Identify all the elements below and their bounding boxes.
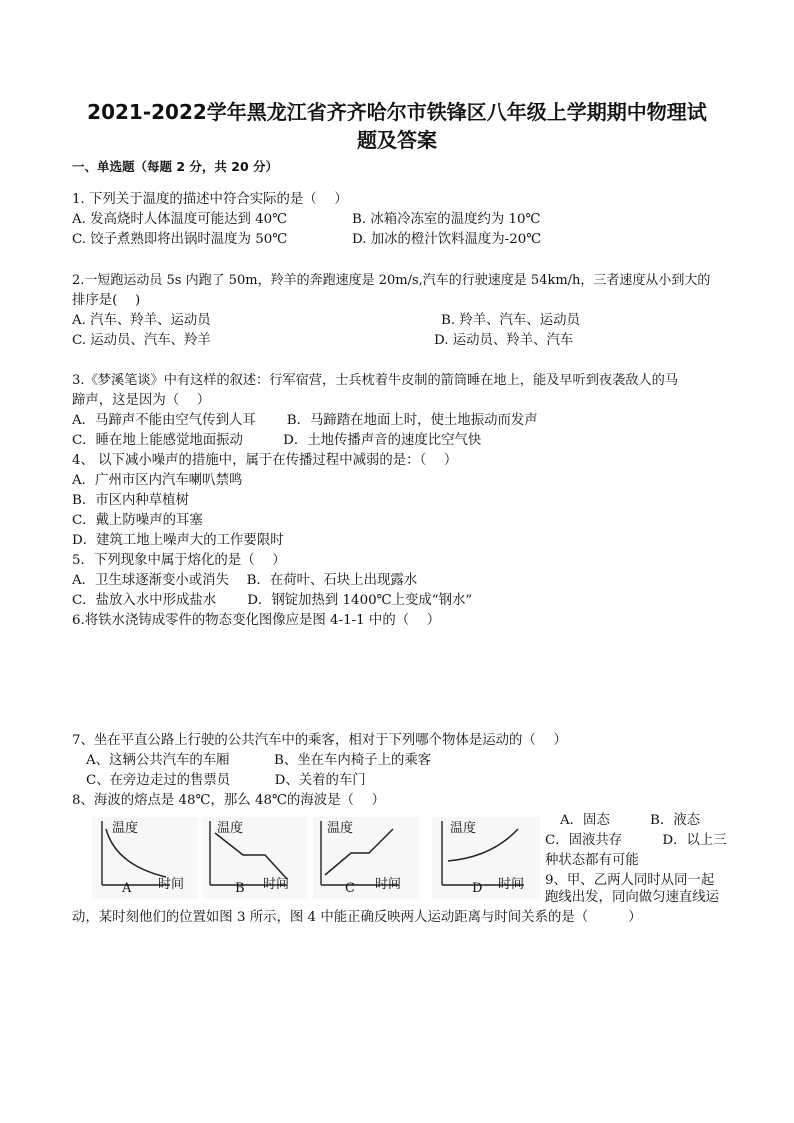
q7-stem: 7、坐在平直公路上行驶的公共汽车中的乘客，相对于下列哪个物体是运动的（ ）: [72, 733, 567, 748]
q8-graph-a: [92, 817, 198, 899]
q8-graph-c: [313, 817, 419, 899]
q8-graph-a-ylabel: 温度: [112, 821, 139, 836]
q9-stem-line1: 9、甲、乙两人同时从同一起: [545, 873, 715, 888]
q2-option-c: C. 运动员、汽车、羚羊: [72, 333, 211, 348]
q1-option-a: A. 发高烧时人体温度可能达到 40℃: [72, 212, 288, 227]
q8-graph-b-ylabel: 温度: [217, 821, 244, 836]
q7-options-cd: C、在旁边走过的售票员 D、关着的车门: [86, 773, 366, 788]
q3-options-ab: A．马蹄声不能由空气传到人耳 B．马蹄踏在地面上时，使土地振动而发声: [72, 413, 538, 428]
q8-graph-d: [432, 817, 540, 899]
q8-graph-d-xlabel: 时间: [498, 877, 525, 892]
q8-graph-c-ylabel: 温度: [327, 821, 354, 836]
q9-stem-line3: 动，某时刻他们的位置如图 3 所示，图 4 中能正确反映两人运动距离与时间关系的是（ ）: [72, 910, 642, 925]
q4-option-c: C．戴上防噪声的耳塞: [72, 513, 203, 528]
document-title-line2: 题及答案: [357, 128, 437, 152]
document-title-line1: 2021-2022学年黑龙江省齐齐哈尔市铁锋区八年级上学期期中物理试: [87, 100, 707, 124]
q1-option-b: B. 冰箱冷冻室的温度约为 10℃: [352, 212, 541, 227]
q4-option-b: B．市区内种草植树: [72, 493, 189, 508]
q1-option-c: C. 饺子煮熟即将出锅时温度为 50℃: [72, 232, 288, 247]
q8-graph-c-letter: C: [345, 881, 355, 896]
q2-stem-line2: 排序是( ): [72, 293, 141, 308]
q1-stem: 1. 下列关于温度的描述中符合实际的是（ ）: [72, 192, 348, 207]
section-heading: 一、单选题（每题 2 分，共 20 分）: [72, 159, 279, 174]
q5-stem: 5．下列现象中属于熔化的是（ ）: [72, 553, 286, 568]
q3-stem-line1: 3.《梦溪笔谈》中有这样的叙述：行军宿营，士兵枕着牛皮制的箭筒睡在地上，能及早听到夜袭敌人的马: [72, 373, 679, 388]
q8-graph-d-letter: D: [472, 881, 483, 896]
q2-option-d: D. 运动员、羚羊、汽车: [434, 333, 574, 348]
q7-options-ab: A、这辆公共汽车的车厢 B、坐在车内椅子上的乘客: [86, 753, 432, 768]
q4-stem: 4、 以下减小噪声的措施中，属于在传播过程中减弱的是：（ ）: [72, 453, 458, 468]
q4-option-a: A．广州市区内汽车喇叭禁鸣: [72, 473, 243, 488]
q2-option-a: A. 汽车、羚羊、运动员: [72, 313, 211, 328]
q5-options-cd: C．盐放入水中形成盐水 D．钢锭加热到 1400℃上变成“钢水”: [72, 593, 473, 608]
q1-option-d: D. 加冰的橙汁饮料温度为-20℃: [352, 232, 542, 247]
q8-stem: 8、海波的熔点是 48℃，那么 48℃的海波是（ ）: [72, 793, 385, 808]
q3-stem-line2: 蹄声，这是因为（ ）: [72, 393, 211, 408]
q5-options-ab: A．卫生球逐渐变小或消失 B．在荷叶、石块上出现露水: [72, 573, 418, 588]
q8-graph-c-xlabel: 时间: [375, 877, 402, 892]
q8-graph-a-xlabel: 时间: [158, 877, 185, 892]
q9-stem-line2: 跑线出发，同向做匀速直线运: [545, 890, 720, 905]
q8-graph-a-curve: [106, 829, 166, 877]
q2-option-b: B. 羚羊、汽车、运动员: [441, 313, 580, 328]
q8-options-ab: A．固态 B．液态: [560, 813, 701, 828]
q8-graph-d-ylabel: 温度: [450, 821, 477, 836]
q8-options-cd: C．固液共存 D．以上三: [545, 833, 727, 848]
q8-graph-a-letter: A: [122, 881, 132, 896]
q3-options-cd: C．睡在地上能感觉地面振动 D．土地传播声音的速度比空气快: [72, 433, 482, 448]
q4-option-d: D．建筑工地上噪声大的工作要限时: [72, 533, 284, 548]
q8-option-d-cont: 种状态都有可能: [545, 853, 639, 868]
q2-stem-line1: 2.一短跑运动员 5s 内跑了 50m，羚羊的奔跑速度是 20m/s,汽车的行驶速度是 54km/h，三者速度从小到大的: [72, 273, 711, 288]
q8-graph-b-letter: B: [235, 881, 245, 896]
q8-graph-b-xlabel: 时间: [263, 877, 290, 892]
q8-graph-b: [203, 817, 307, 899]
q6-stem: 6.将铁水浇铸成零件的物态变化图像应是图 4-1-1 中的（ ）: [72, 613, 441, 628]
